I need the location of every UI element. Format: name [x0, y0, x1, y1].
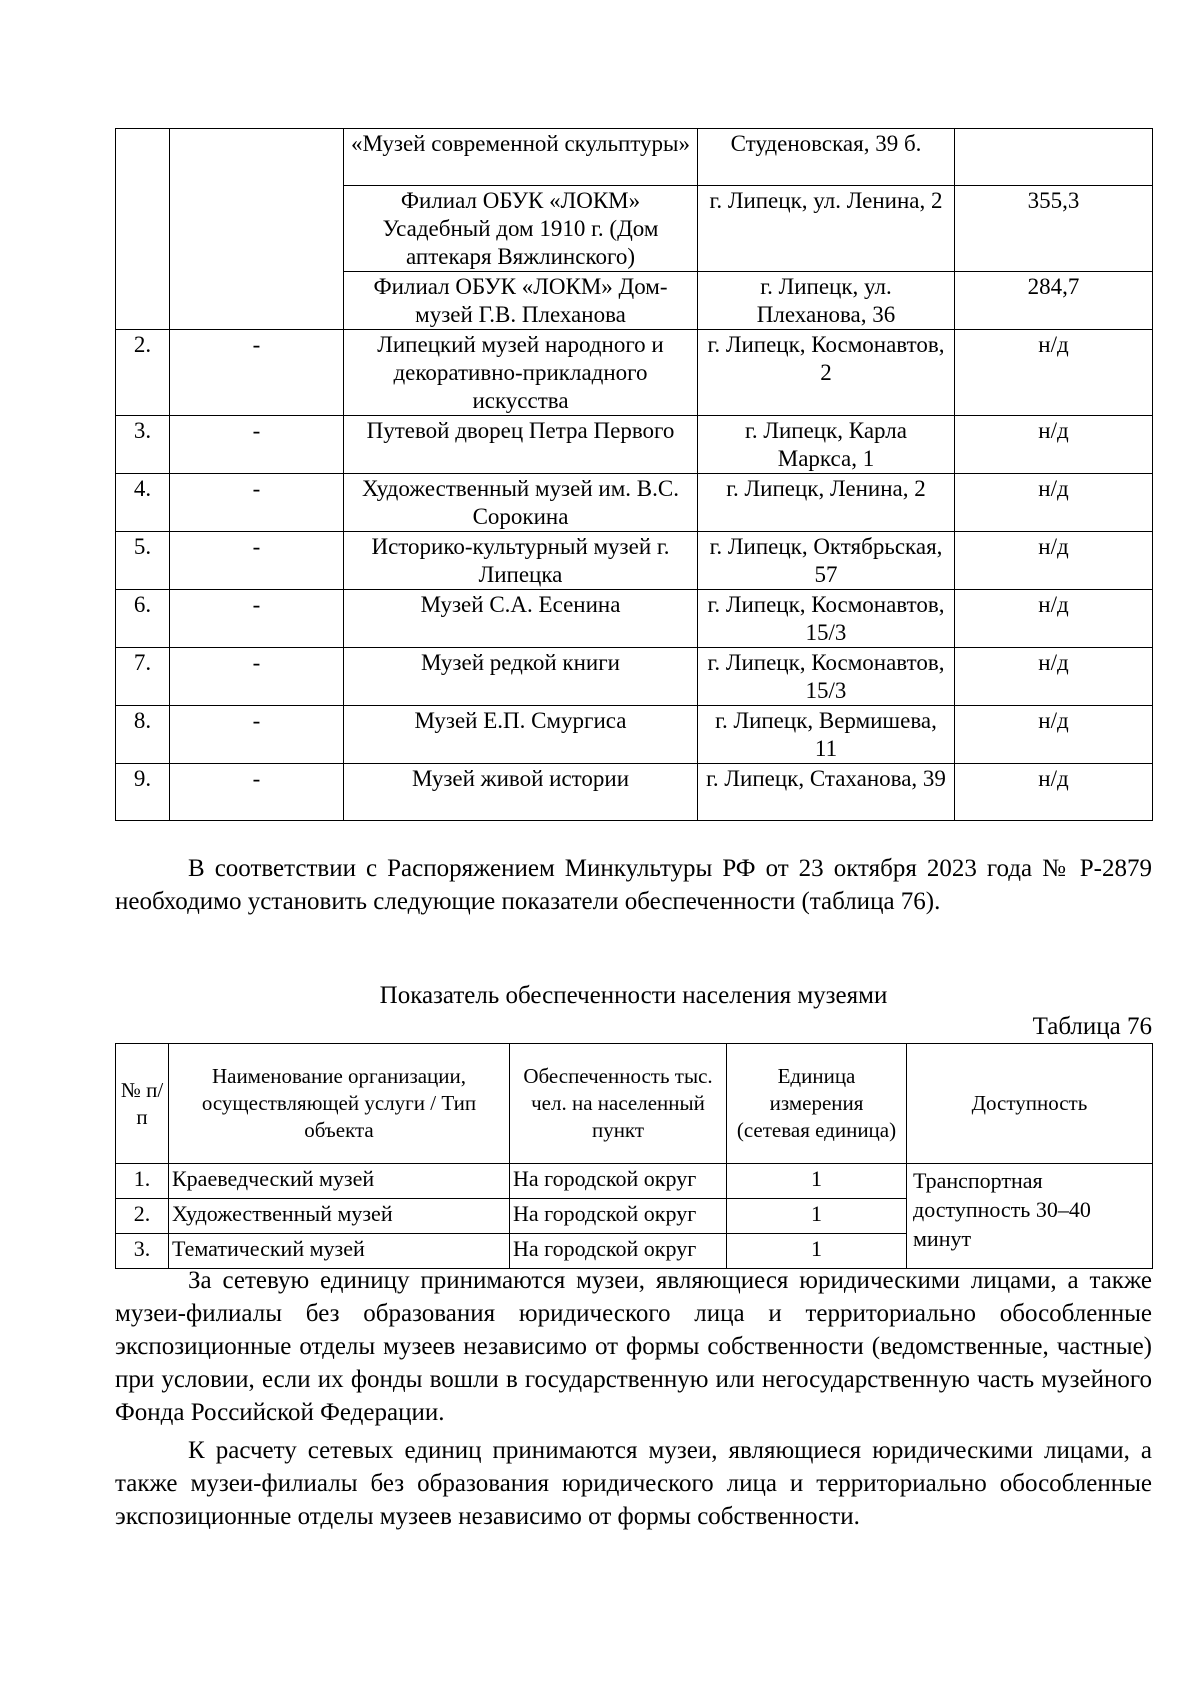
unit-cell: 1: [727, 1164, 907, 1199]
museum-name: «Музей современной скульптуры»: [344, 129, 698, 186]
paragraph-network-unit: За сетевую единицу принимаются музеи, являющиеся юридическими лицами, а также музеи-филиалы без образования юридического лица и территориально обособленные экспозиционные отделы музеев независимо от формы собственности (ведомственные, частные) при условии, если их фонды вошли в государственную или негосударственную часть музейного Фонда Российской Федерации.: [115, 1267, 1152, 1426]
row-num-cell: 6.: [116, 590, 170, 648]
row-code-cell: -: [170, 590, 344, 648]
museum-type: Тематический музей: [169, 1234, 510, 1269]
museums-table: [115, 128, 1153, 821]
museum-address: Студеновская, 39 б.: [698, 129, 955, 186]
museum-name: Липецкий музей народного и декоративно-прикладного искусства: [344, 330, 698, 416]
museum-value: [955, 129, 1153, 186]
museum-type: Художественный музей: [169, 1199, 510, 1234]
row-num-cell: 1.: [116, 1164, 169, 1199]
table-row: [116, 590, 1153, 648]
row-code-cell: -: [170, 706, 344, 764]
table-row: [116, 474, 1153, 532]
coverage-cell: На городской округ: [510, 1164, 727, 1199]
row-num-cell: 7.: [116, 648, 170, 706]
header-unit: Единица измерения (сетевая единица): [727, 1044, 907, 1164]
paragraph-network-calculation: К расчету сетевых единиц принимаются музеи, являющиеся юридическими лицами, а также музеи-филиалы без образования юридического лица и территориально обособленные экспозиционные отделы музеев независимо от формы собственности.: [115, 1437, 1152, 1530]
museum-address: г. Липецк, Октябрьская, 57: [698, 532, 955, 590]
row-code-cell: -: [170, 764, 344, 821]
museum-address: г. Липецк, Ленина, 2: [698, 474, 955, 532]
table-caption: Показатель обеспеченности населения музеями: [379, 982, 888, 1009]
access-cell: Транспортная доступность 30–40 минут: [907, 1164, 1153, 1269]
row-num-cell: 5.: [116, 532, 170, 590]
paragraph-order-reference: В соответствии с Распоряжением Минкультуры РФ от 23 октября 2023 года № Р-2879 необходимо установить следующие показатели обеспеченности (таблица 76).: [115, 855, 1152, 915]
table-row: [116, 706, 1153, 764]
row-code-cell: [170, 129, 344, 330]
museum-address: г. Липецк, ул. Ленина, 2: [698, 186, 955, 272]
museum-value: 355,3: [955, 186, 1153, 272]
table-row: [116, 764, 1153, 821]
table-row: [116, 648, 1153, 706]
museum-name: Историко-культурный музей г. Липецка: [344, 532, 698, 590]
museum-value: н/д: [955, 416, 1153, 474]
row-num-cell: 9.: [116, 764, 170, 821]
museum-name: Путевой дворец Петра Первого: [344, 416, 698, 474]
museum-address: г. Липецк, Вермишева, 11: [698, 706, 955, 764]
museum-name: Музей Е.П. Смургиса: [344, 706, 698, 764]
table-row: [116, 532, 1153, 590]
museum-name: Художественный музей им. В.С. Сорокина: [344, 474, 698, 532]
museum-name: Филиал ОБУК «ЛОКМ» Дом-музей Г.В. Плеханова: [344, 272, 698, 330]
museum-value: 284,7: [955, 272, 1153, 330]
row-code-cell: -: [170, 532, 344, 590]
table-header-row: [116, 1044, 1153, 1164]
museum-value: н/д: [955, 590, 1153, 648]
coverage-cell: На городской округ: [510, 1234, 727, 1269]
museum-value: н/д: [955, 648, 1153, 706]
table-number: Таблица 76: [1032, 1013, 1152, 1040]
museum-name: Музей С.А. Есенина: [344, 590, 698, 648]
unit-cell: 1: [727, 1234, 907, 1269]
table-row: [116, 129, 1153, 186]
row-num-cell: 2.: [116, 330, 170, 416]
row-num-cell: [116, 129, 170, 330]
header-num: № п/п: [116, 1044, 169, 1164]
museum-value: н/д: [955, 764, 1153, 821]
museum-address: г. Липецк, ул. Плеханова, 36: [698, 272, 955, 330]
row-num-cell: 3.: [116, 1234, 169, 1269]
museum-address: г. Липецк, Карла Маркса, 1: [698, 416, 955, 474]
row-num-cell: 4.: [116, 474, 170, 532]
row-code-cell: -: [170, 474, 344, 532]
museum-name: Музей редкой книги: [344, 648, 698, 706]
header-coverage: Обеспеченность тыс. чел. на населенный пункт: [510, 1044, 727, 1164]
provision-table: [115, 1043, 1153, 1269]
row-code-cell: -: [170, 330, 344, 416]
row-num-cell: 3.: [116, 416, 170, 474]
row-code-cell: -: [170, 648, 344, 706]
museum-type: Краеведческий музей: [169, 1164, 510, 1199]
row-num-cell: 8.: [116, 706, 170, 764]
header-access: Доступность: [907, 1044, 1153, 1164]
table-row: [116, 330, 1153, 416]
row-code-cell: -: [170, 416, 344, 474]
museum-address: г. Липецк, Космонавтов, 15/3: [698, 590, 955, 648]
museum-address: г. Липецк, Космонавтов, 2: [698, 330, 955, 416]
coverage-cell: На городской округ: [510, 1199, 727, 1234]
table-row: [116, 1164, 1153, 1199]
museum-value: н/д: [955, 706, 1153, 764]
table-row: [116, 416, 1153, 474]
row-num-cell: 2.: [116, 1199, 169, 1234]
museum-address: г. Липецк, Стаханова, 39: [698, 764, 955, 821]
museum-value: н/д: [955, 532, 1153, 590]
museum-value: н/д: [955, 474, 1153, 532]
header-name: Наименование организации, осуществляющей услуги / Тип объекта: [169, 1044, 510, 1164]
museum-name: Музей живой истории: [344, 764, 698, 821]
museum-address: г. Липецк, Космонавтов, 15/3: [698, 648, 955, 706]
museum-value: н/д: [955, 330, 1153, 416]
museum-name: Филиал ОБУК «ЛОКМ» Усадебный дом 1910 г. (Дом аптекаря Вяжлинского): [344, 186, 698, 272]
unit-cell: 1: [727, 1199, 907, 1234]
